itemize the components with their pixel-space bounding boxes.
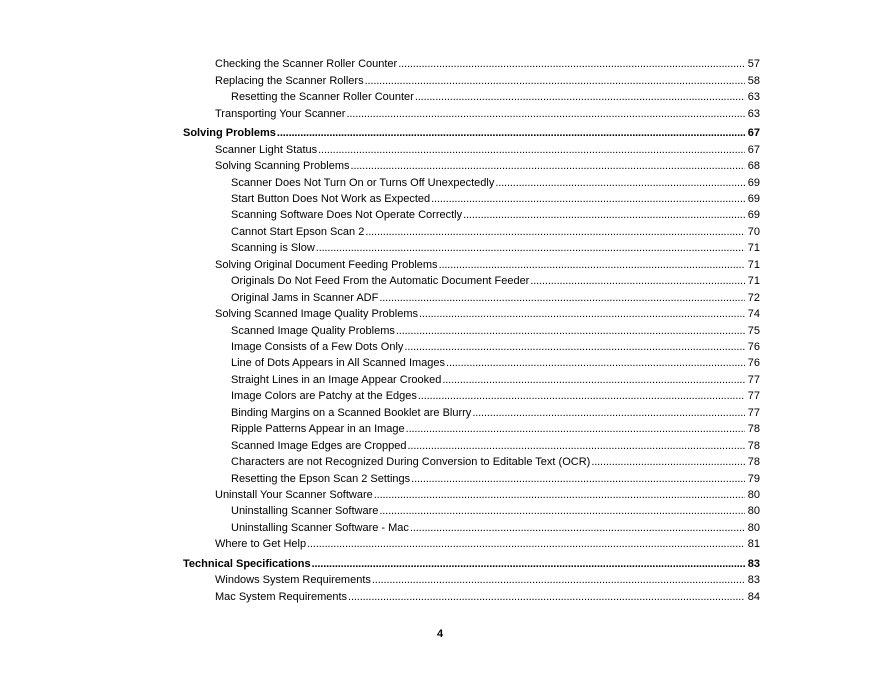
- toc-entry-page-number: 67: [747, 144, 760, 156]
- toc-entry[interactable]: [231, 356, 760, 370]
- dot-leader: [307, 537, 745, 551]
- dot-leader: [410, 521, 745, 535]
- toc-entry[interactable]: [231, 422, 760, 436]
- toc-entry-page-number: 69: [747, 193, 760, 205]
- dot-leader: [365, 225, 744, 239]
- dot-leader: [408, 439, 745, 453]
- toc-entry-title: Binding Margins on a Scanned Booklet are Blurry: [231, 407, 472, 419]
- toc-entry[interactable]: [215, 107, 760, 121]
- toc-entry[interactable]: [231, 455, 760, 469]
- toc-entry-page-number: 78: [747, 456, 760, 468]
- toc-entry-title: Line of Dots Appears in All Scanned Images: [231, 357, 446, 369]
- dot-leader: [439, 258, 745, 272]
- toc-entry[interactable]: [215, 143, 760, 157]
- toc-entry-page-number: 71: [747, 275, 760, 287]
- toc-entry-title: Image Consists of a Few Dots Only: [231, 341, 404, 353]
- toc-entry-title: Uninstalling Scanner Software: [231, 505, 379, 517]
- toc-entry-title: Original Jams in Scanner ADF: [231, 292, 379, 304]
- toc-entry-page-number: 71: [747, 242, 760, 254]
- toc-entry-title: Checking the Scanner Roller Counter: [215, 58, 398, 70]
- toc-entry-title: Image Colors are Patchy at the Edges: [231, 390, 417, 402]
- dot-leader: [398, 57, 745, 71]
- toc-entry-page-number: 68: [747, 160, 760, 172]
- toc-entry-page-number: 81: [747, 538, 760, 550]
- toc-entry[interactable]: [231, 291, 760, 305]
- toc-entry-page-number: 77: [747, 374, 760, 386]
- dot-leader: [446, 356, 745, 370]
- toc-entry-page-number: 77: [747, 390, 760, 402]
- toc-entry[interactable]: [215, 74, 760, 88]
- toc-entry[interactable]: [215, 258, 760, 272]
- dot-leader: [374, 488, 745, 502]
- dot-leader: [379, 504, 744, 518]
- toc-entry-title: Resetting the Epson Scan 2 Settings: [231, 473, 411, 485]
- dot-leader: [472, 406, 744, 420]
- page-number: 4: [436, 628, 444, 640]
- dot-leader: [379, 291, 744, 305]
- toc-entry-page-number: 70: [747, 226, 760, 238]
- toc-entry[interactable]: [231, 324, 760, 338]
- toc-entry-page-number: 72: [747, 292, 760, 304]
- toc-entry[interactable]: [231, 472, 760, 486]
- dot-leader: [415, 90, 745, 104]
- toc-entry-page-number: 76: [747, 357, 760, 369]
- toc-section-heading[interactable]: [183, 557, 760, 571]
- toc-entry[interactable]: [231, 373, 760, 387]
- toc-entry-title: Scanning is Slow: [231, 242, 315, 254]
- toc-entry[interactable]: [231, 406, 760, 420]
- dot-leader: [351, 159, 745, 173]
- toc-entry-page-number: 67: [747, 127, 760, 139]
- toc-entry[interactable]: [231, 176, 760, 190]
- dot-leader: [318, 143, 745, 157]
- toc-entry[interactable]: [231, 504, 760, 518]
- dot-leader: [591, 455, 744, 469]
- toc-entry-title: Uninstalling Scanner Software - Mac: [231, 522, 409, 534]
- toc-entry-page-number: 80: [747, 522, 760, 534]
- dot-leader: [418, 389, 745, 403]
- toc-section-heading[interactable]: [183, 126, 760, 140]
- dot-leader: [312, 557, 745, 571]
- toc-entry-page-number: 78: [747, 440, 760, 452]
- toc-entry[interactable]: [215, 159, 760, 173]
- toc-entry-page-number: 69: [747, 177, 760, 189]
- toc-entry-page-number: 76: [747, 341, 760, 353]
- toc-entry-title: Technical Specifications: [183, 558, 311, 570]
- toc-entry-title: Mac System Requirements: [215, 591, 348, 603]
- toc-entry-page-number: 58: [747, 75, 760, 87]
- toc-entry-page-number: 83: [747, 558, 760, 570]
- toc-entry-title: Transporting Your Scanner: [215, 108, 346, 120]
- toc-entry-title: Originals Do Not Feed From the Automatic Document Feeder: [231, 275, 530, 287]
- toc-entry-page-number: 78: [747, 423, 760, 435]
- toc-entry[interactable]: [215, 573, 760, 587]
- toc-entry[interactable]: [231, 521, 760, 535]
- toc-entry-title: Windows System Requirements: [215, 574, 371, 586]
- toc-entry-title: Ripple Patterns Appear in an Image: [231, 423, 405, 435]
- dot-leader: [404, 340, 744, 354]
- dot-leader: [495, 176, 744, 190]
- toc-entry[interactable]: [215, 488, 760, 502]
- dot-leader: [463, 208, 745, 222]
- toc-entry-title: Straight Lines in an Image Appear Crooked: [231, 374, 442, 386]
- dot-leader: [348, 590, 745, 604]
- dot-leader: [365, 74, 745, 88]
- toc-entry-title: Scanner Does Not Turn On or Turns Off Unexpectedly: [231, 177, 495, 189]
- toc-entry-title: Scanned Image Quality Problems: [231, 325, 395, 337]
- toc-entry[interactable]: [215, 307, 760, 321]
- toc-entry-page-number: 69: [747, 209, 760, 221]
- toc-entry-title: Uninstall Your Scanner Software: [215, 489, 373, 501]
- dot-leader: [277, 126, 745, 140]
- toc-entry-page-number: 63: [747, 108, 760, 120]
- toc-entry-title: Characters are not Recognized During Conversion to Editable Text (OCR): [231, 456, 591, 468]
- toc-entry-title: Cannot Start Epson Scan 2: [231, 226, 365, 238]
- dot-leader: [419, 307, 745, 321]
- toc-entry-title: Scanned Image Edges are Cropped: [231, 440, 407, 452]
- toc-entry-page-number: 63: [747, 91, 760, 103]
- toc-entry[interactable]: [231, 340, 760, 354]
- toc-entry-title: Start Button Does Not Work as Expected: [231, 193, 431, 205]
- toc-entry-page-number: 84: [747, 591, 760, 603]
- toc-entry-page-number: 57: [747, 58, 760, 70]
- dot-leader: [372, 573, 745, 587]
- toc-entry[interactable]: [231, 208, 760, 222]
- toc-entry-title: Solving Original Document Feeding Problems: [215, 259, 438, 271]
- toc-entry-page-number: 80: [747, 505, 760, 517]
- toc-entry[interactable]: [215, 57, 760, 71]
- dot-leader: [411, 472, 745, 486]
- dot-leader: [346, 107, 744, 121]
- toc-entry-page-number: 83: [747, 574, 760, 586]
- toc-entry-title: Scanning Software Does Not Operate Correctly: [231, 209, 463, 221]
- toc-entry-page-number: 79: [747, 473, 760, 485]
- toc-entry-title: Replacing the Scanner Rollers: [215, 75, 364, 87]
- toc-entry-title: Solving Scanned Image Quality Problems: [215, 308, 418, 320]
- toc-entry[interactable]: [231, 225, 760, 239]
- toc-entry-page-number: 74: [747, 308, 760, 320]
- toc-entry-page-number: 71: [747, 259, 760, 271]
- toc-entry-title: Solving Scanning Problems: [215, 160, 350, 172]
- dot-leader: [396, 324, 745, 338]
- toc-entry-title: Resetting the Scanner Roller Counter: [231, 91, 414, 103]
- toc-entry[interactable]: [231, 439, 760, 453]
- toc-entry-title: Solving Problems: [183, 127, 276, 139]
- dot-leader: [316, 241, 745, 255]
- toc-entry[interactable]: [215, 590, 760, 604]
- toc-entry-page-number: 77: [747, 407, 760, 419]
- toc-entry[interactable]: [231, 274, 760, 288]
- toc-entry-title: Where to Get Help: [215, 538, 307, 550]
- toc-entry[interactable]: [215, 537, 760, 551]
- dot-leader: [442, 373, 744, 387]
- toc-entry[interactable]: [231, 192, 760, 206]
- dot-leader: [530, 274, 744, 288]
- toc-entry[interactable]: [231, 241, 760, 255]
- toc-entry-page-number: 75: [747, 325, 760, 337]
- dot-leader: [431, 192, 745, 206]
- dot-leader: [406, 422, 745, 436]
- toc-entry[interactable]: [231, 90, 760, 104]
- toc-entry-title: Scanner Light Status: [215, 144, 318, 156]
- toc-entry[interactable]: [231, 389, 760, 403]
- toc-entry-page-number: 80: [747, 489, 760, 501]
